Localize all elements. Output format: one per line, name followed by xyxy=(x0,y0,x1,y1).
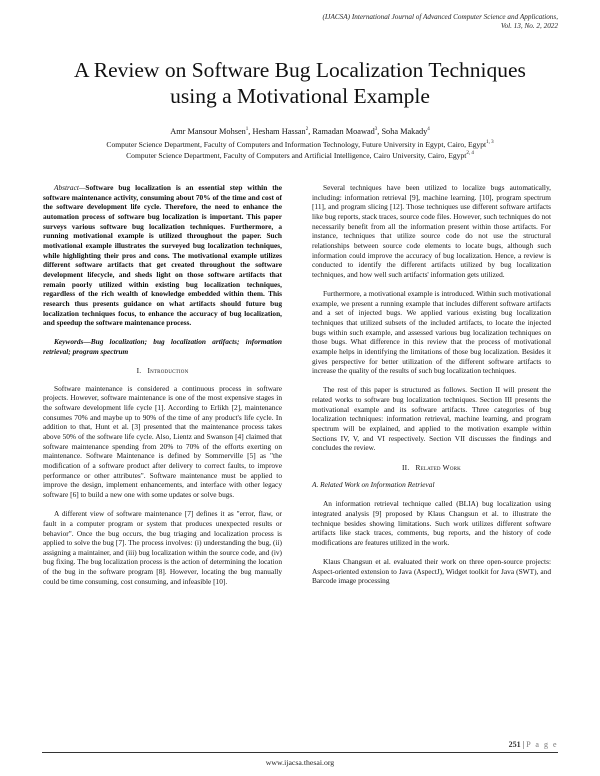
affiliations xyxy=(20,140,580,161)
abstract xyxy=(43,183,282,328)
body-paragraph: Software maintenance is considered a continuous process in software projects. However, software maintenance is one of the most expensive stages in the software development life cycle [1]. According to Erlikh [2], maintenance consumes 70% and maybe up to 90% of the time of any product's life cycle. In addition to that, Hunt et al. [3] presented that the maintenance process takes above 50% of the software life cycle. Also, Lientz and Swanson [4] claimed that software maintenance spending from 20% to 70% of the efforts exerting on maintenance. Software Maintenance is defined by Sommerville [5] as "the modification of a software product after delivery to correct faults, to improve performance or other attributes". Software maintenance must be applied to improve the design, implement enhancements, and interface with other legacy software [6] to build a new one with some updates or solve bugs. xyxy=(43,383,282,500)
author-affiliation-mark: 4 xyxy=(427,127,430,132)
author-name: Amr Mansour Mohsen xyxy=(170,127,246,136)
author-name: Ramadan Moawad xyxy=(312,127,375,136)
section-title: Related Work xyxy=(415,462,461,472)
section-heading-related-work xyxy=(312,463,551,473)
section-title: Introduction xyxy=(147,366,189,376)
journal-volume: Vol. 13, No. 2, 2022 xyxy=(500,22,558,30)
journal-header xyxy=(138,13,558,31)
affiliation-line xyxy=(20,151,580,162)
abstract-text: Software bug localization is an essential step within the software maintenance activity, consuming about 70% of the time and cost of the software development life cycle. Therefore, the need to enhance the automation process of software bug localization is important. This paper surveys various software bug localization techniques. Furthermore, a running motivational example is utilized throughout the paper. Such motivational example illustrates the surveyed bug localization techniques, while highlighting their pros and cons. The motivational example utilizes different software artifacts that get created throughout the software development lifecycle, and sheds light on those software artifacts that remain poorly utilized within existing bug localization techniques, regardless of the rich wealth of knowledge embedded within them. This research thus presents guidance on what artifacts should future bug localization techniques focus, to enhance the accuracy of bug localization, and speedup the software maintenance process. xyxy=(43,183,282,328)
author-list: Amr Mansour Mohsen$^1$, Hesham Hassan$^2$, Ramadan Moawad$^3$, Soha Makady$^4$ xyxy=(170,127,430,136)
right-column xyxy=(312,183,551,596)
abstract-label: Abstract— xyxy=(54,183,86,192)
body-paragraph: Several techniques have been utilized to localize bugs automatically, including: information retrieval [9], machine learning. [10], program spectrum [11], and program slicing [12]. Those techniques use different software artifacts like bug reports, stack traces, source code files. However, such techniques do not necessarily benefit from all the information present within those artifacts. For instance, techniques that utilize source code do not use the structural relationships between source code elements to locate bugs, although such information could improve the accuracy of bug localization. Hence, a review is conducted to identify the different artifacts utilized by bug localization techniques, and how well such artifacts' information gets utilized. xyxy=(312,183,551,279)
page-number xyxy=(509,740,558,749)
section-number: I. xyxy=(136,366,142,376)
footer-url[interactable]: www.ijacsa.thesai.org xyxy=(265,758,335,767)
page-number-value: 251 xyxy=(508,740,521,749)
affiliation-mark: 2, 4 xyxy=(466,150,474,156)
author-affiliation-mark: 3 xyxy=(374,127,378,132)
body-paragraph: Furthermore, a motivational example is introduced. Within such motivational example, we present a running example that includes different software artifacts and a set of injected bugs. We applied various existing bug localization techniques that utilized subsets of the included artifacts, to locate the injected bugs within such example, and assessed various bug localization techniques on those bugs. What difference in this review that the process of motivational example helps in identifying the limitations of those bug localization. Besides it gives perspective for better utilization of the different software artifacts to increase the quality of the results of such bug localization techniques. xyxy=(312,289,551,376)
affiliation-line xyxy=(20,140,580,151)
affiliation-text: Computer Science Department, Faculty of Computers and Information Technology, Future University in Egypt, Cairo, Egypt xyxy=(106,140,487,149)
author-name: Soha Makady xyxy=(381,127,428,136)
journal-name: (IJACSA) International Journal of Advanced Computer Science and Applications, xyxy=(322,13,558,21)
affiliation-text: Computer Science Department, Faculty of Computers and Artificial Intelligence, Cairo University, Cairo, Egypt xyxy=(126,150,467,160)
title-line-1: A Review on Software Bug Localization Techniques xyxy=(74,58,526,82)
footer-divider xyxy=(42,752,558,753)
body-paragraph: A different view of software maintenance [7] defines it as "error, flaw, or fault in a computer program or system that produces unexpected results or behavior". Once the bug occurs, the bug triaging and localization process is applied to solve the bug [7]. The process involves: (i) understanding the bug, (ii) assigning a maintainer, and (iii) bug localization within the source code, and (iv) bug fixing. The bug localization process is the action of determining the location of the bug in the software program [8]. However, locating the bug manually could be time consuming, cost consuming, and infeasible [10]. xyxy=(43,509,282,586)
left-column xyxy=(43,183,282,596)
page-separator: | xyxy=(522,740,525,749)
page-label: P a g e xyxy=(526,740,558,749)
body-paragraph: Klaus Changsun et al. evaluated their work on three open-source projects: Aspect-oriented extension to Java (AspectJ), Widget toolkit for Java (SWT), and Barcode image processing xyxy=(312,557,551,586)
section-number: II. xyxy=(402,462,410,472)
body-paragraph: The rest of this paper is structured as follows. Section II will present the related works to software bug localization techniques. Section III presents the motivational example and its software artifacts. Three categories of bug localization techniques: information retrieval, machine learning, and program spectrum will be explained, and applied to the motivation example within Sections IV, V, and VI respectively. Section VII discusses the findings and concludes the review. xyxy=(312,385,551,453)
author-affiliation-mark: 1 xyxy=(245,127,249,132)
author-name: Hesham Hassan xyxy=(252,127,306,136)
subsection-heading: A. Related Work on Information Retrieval xyxy=(312,480,435,490)
affiliation-mark: 1, 3 xyxy=(486,140,494,145)
author-affiliation-mark: 2 xyxy=(305,127,309,132)
body-paragraph: An information retrieval technique called (BLIA) bug localization using integrated analysis [9] proposed by Klaus Changsun et al. to illustrate the technique besides showing limitations. Such work utilizes different software artifacts like stack traces, comments, bug reports, and the history of code modifications are features utilized in the work. xyxy=(312,499,551,547)
keywords: Keywords—Bug localization; bug localization artifacts; information retrieval; program spectrum xyxy=(43,336,282,356)
section-heading-introduction xyxy=(43,366,282,376)
title-line-2: using a Motivational Example xyxy=(170,84,430,108)
paper-title xyxy=(30,57,570,109)
